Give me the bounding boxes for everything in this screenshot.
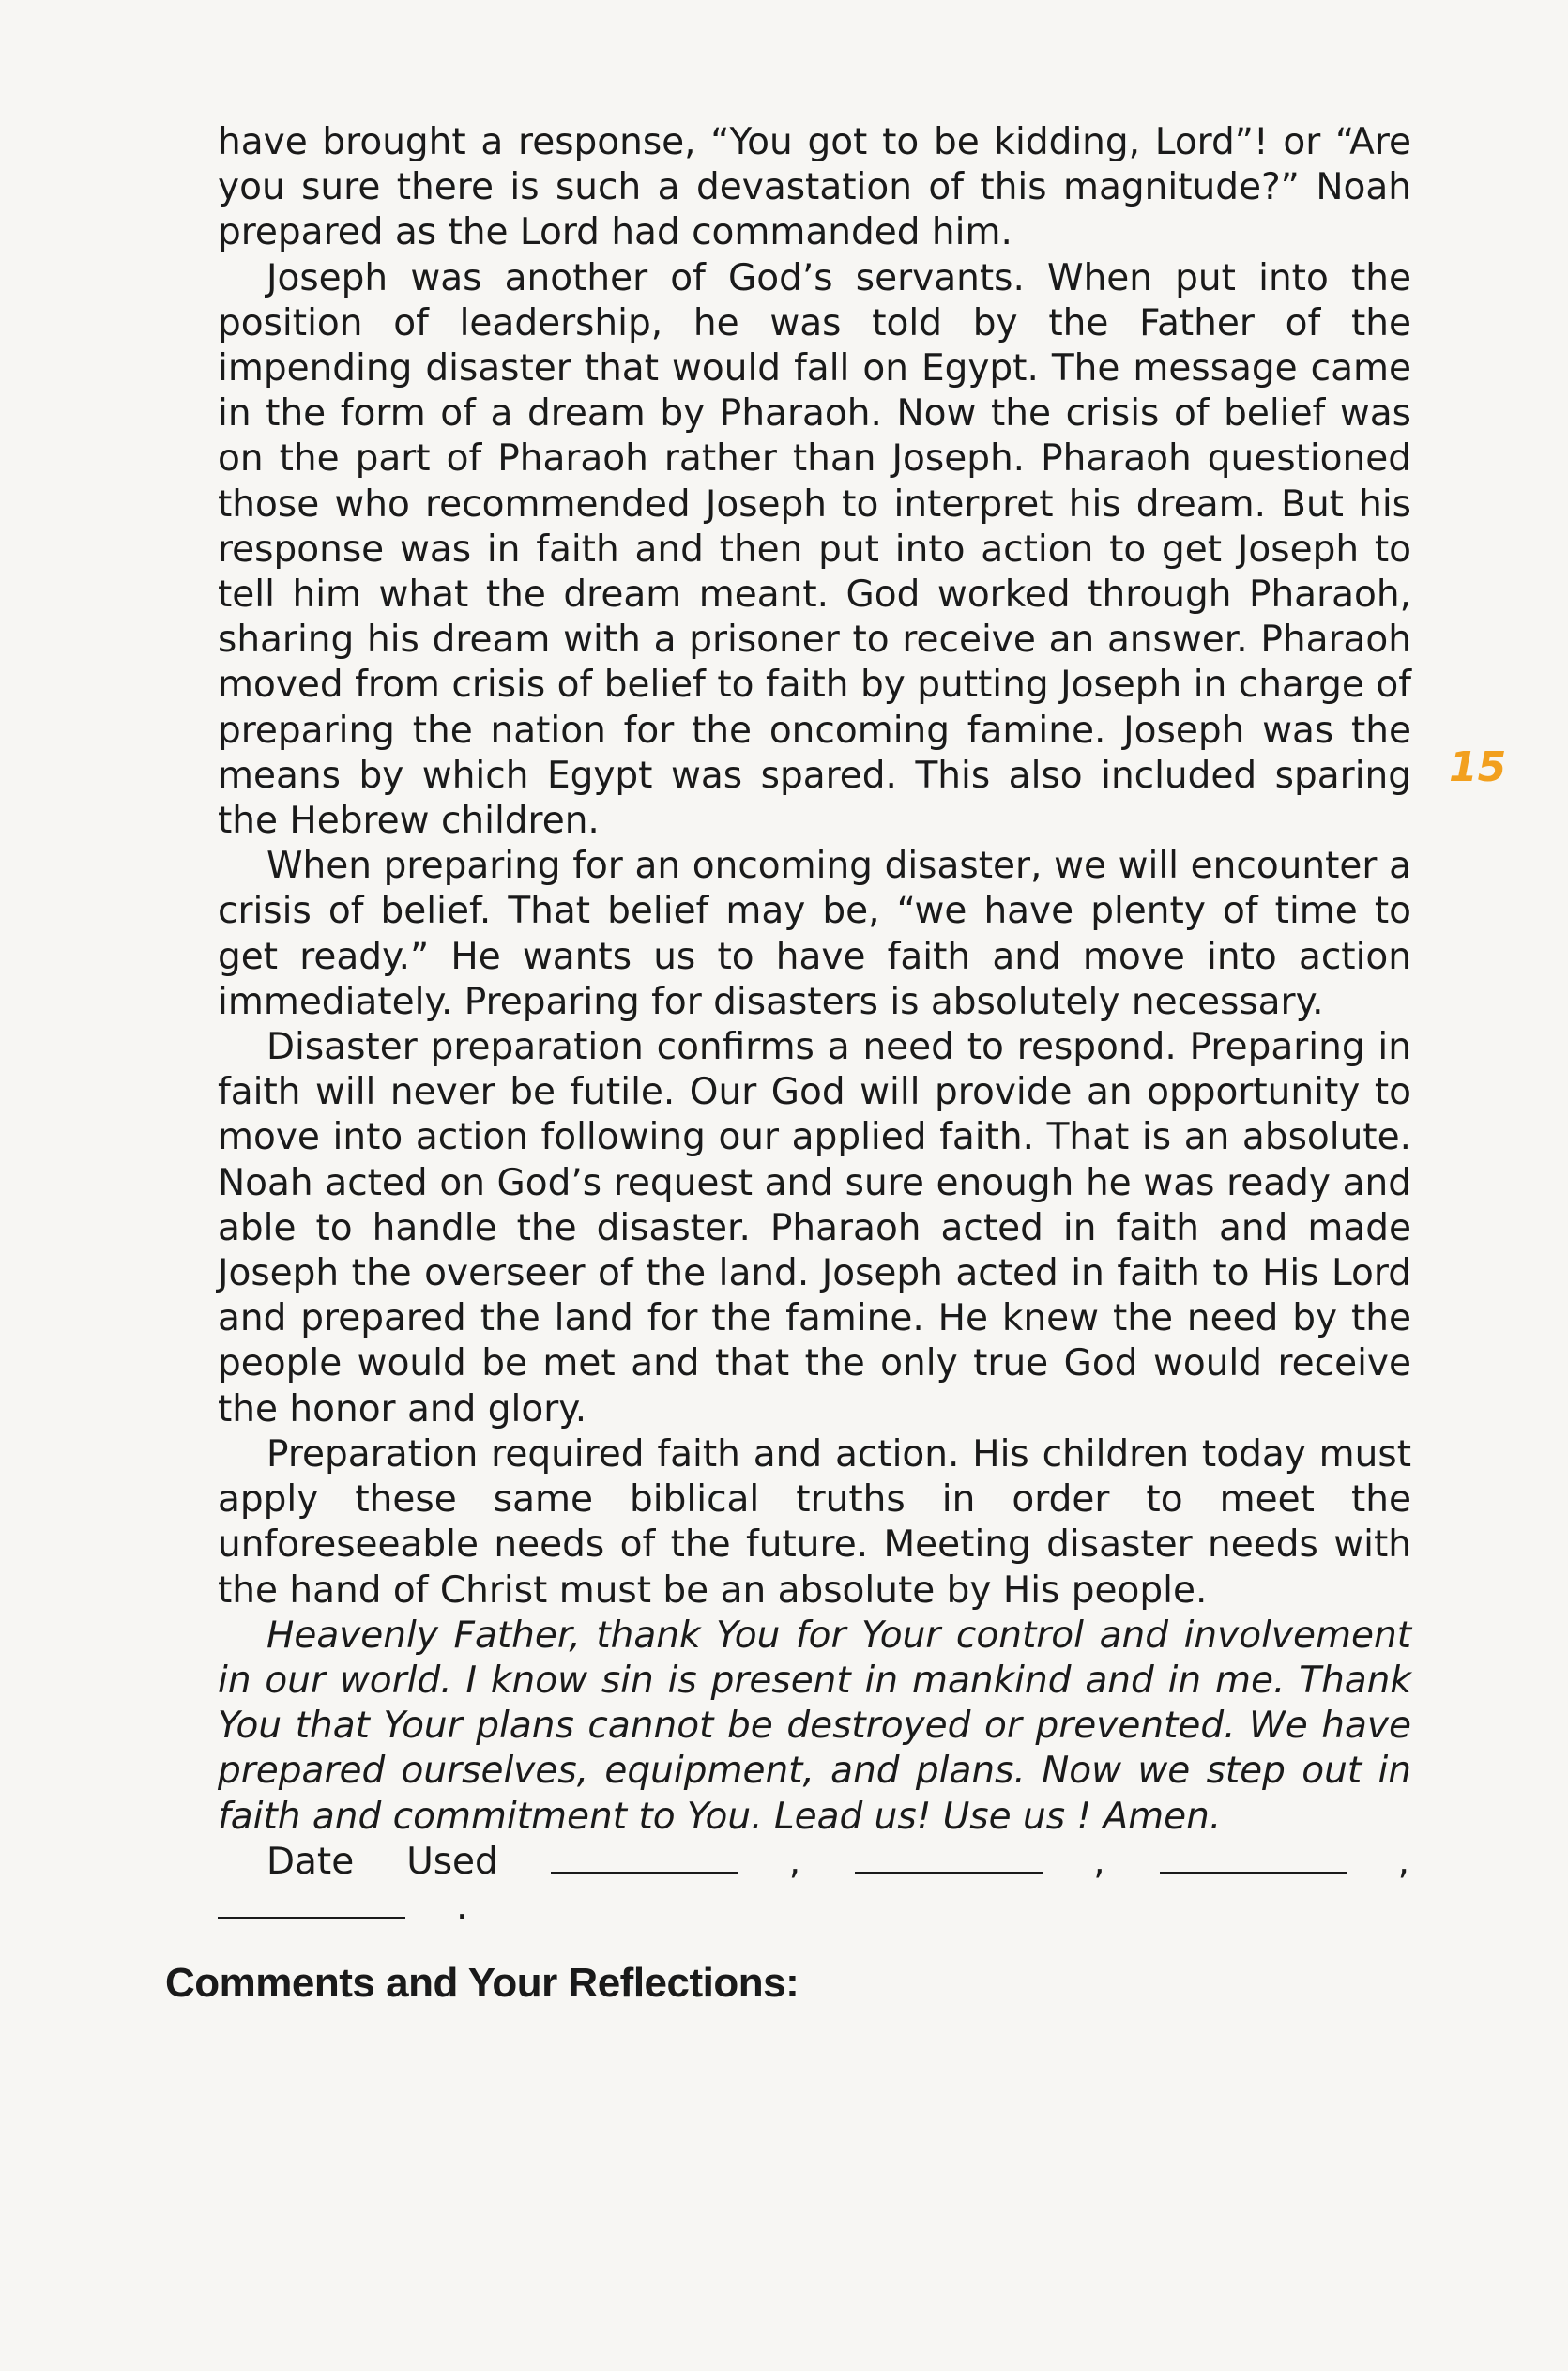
date-used-label: Date Used	[266, 1840, 498, 1883]
date-blank-1	[551, 1840, 738, 1874]
body-text	[218, 120, 1411, 1930]
paragraph-preparation-required: Preparation required faith and action. His children today must apply these same biblical truths in order to meet the unforeseeable needs of the future. Meeting disaster needs with the hand of Christ must be an absolute by His people.	[218, 1432, 1411, 1612]
comments-heading: Comments and Your Reflections:	[165, 1960, 799, 2006]
paragraph-joseph: Joseph was another of God’s servants. When put into the position of leadership, he was told by the Father of the impending disaster that would fall on Egypt. The message came in the form of a dream by Pharaoh. Now the crisis of belief was on the part of Pharaoh rather than Joseph. Pharaoh questioned those who recommended Joseph to interpret his dream. But his response was in faith and then put into action to get Joseph to tell him what the dream meant. God worked through Pharaoh, sharing his dream with a prisoner to receive an answer. Pharaoh moved from crisis of belief to faith by putting Joseph in charge of preparing the nation for the oncoming famine. Joseph was the means by which Egypt was spared. This also included sparing the Hebrew children.	[218, 256, 1411, 843]
paragraph-disaster-preparation: Disaster preparation confirms a need to respond. Preparing in faith will never be futile. Our God will provide an opportunity to move into action following our applied faith. That is an absolute. Noah acted on God’s request and sure enough he was ready and able to handle the disaster. Pharaoh acted in faith and made Joseph the overseer of the land. Joseph acted in faith to His Lord and prepared the land for the famine. He knew the need by the people would be met and that the only true God would receive the honor and glory.	[218, 1026, 1411, 1430]
paragraph-preparing: When preparing for an oncoming disaster, we will encounter a crisis of belief. That belief may be, “we have plenty of time to get ready.” He wants us to have faith and move into action immediately. Preparing for disasters is absolutely necessary.	[218, 845, 1411, 1023]
prayer-paragraph: Heavenly Father, thank You for Your control and involvement in our world. I know sin is present in mankind and in me. Thank You that Your plans cannot be destroyed or prevented. We have prepared ourselves, equipment, and plans. Now we step out in faith and commitment to You. Lead us! Use us ! Amen.	[218, 1614, 1411, 1838]
date-separator: .	[456, 1885, 468, 1928]
date-separator: ,	[1397, 1840, 1409, 1883]
date-separator: ,	[788, 1840, 801, 1883]
date-blank-3	[1160, 1840, 1347, 1874]
date-blank-2	[855, 1840, 1043, 1874]
page-number: 15	[1449, 743, 1507, 791]
date-used-line	[218, 1840, 1411, 1930]
date-separator: ,	[1093, 1840, 1105, 1883]
paragraph-continuation: have brought a response, “You got to be kidding, Lord”! or “Are you sure there is such a devastation of this magnitude?” Noah prepared as the Lord had commanded him.	[218, 121, 1411, 254]
date-blank-4	[218, 1885, 405, 1919]
